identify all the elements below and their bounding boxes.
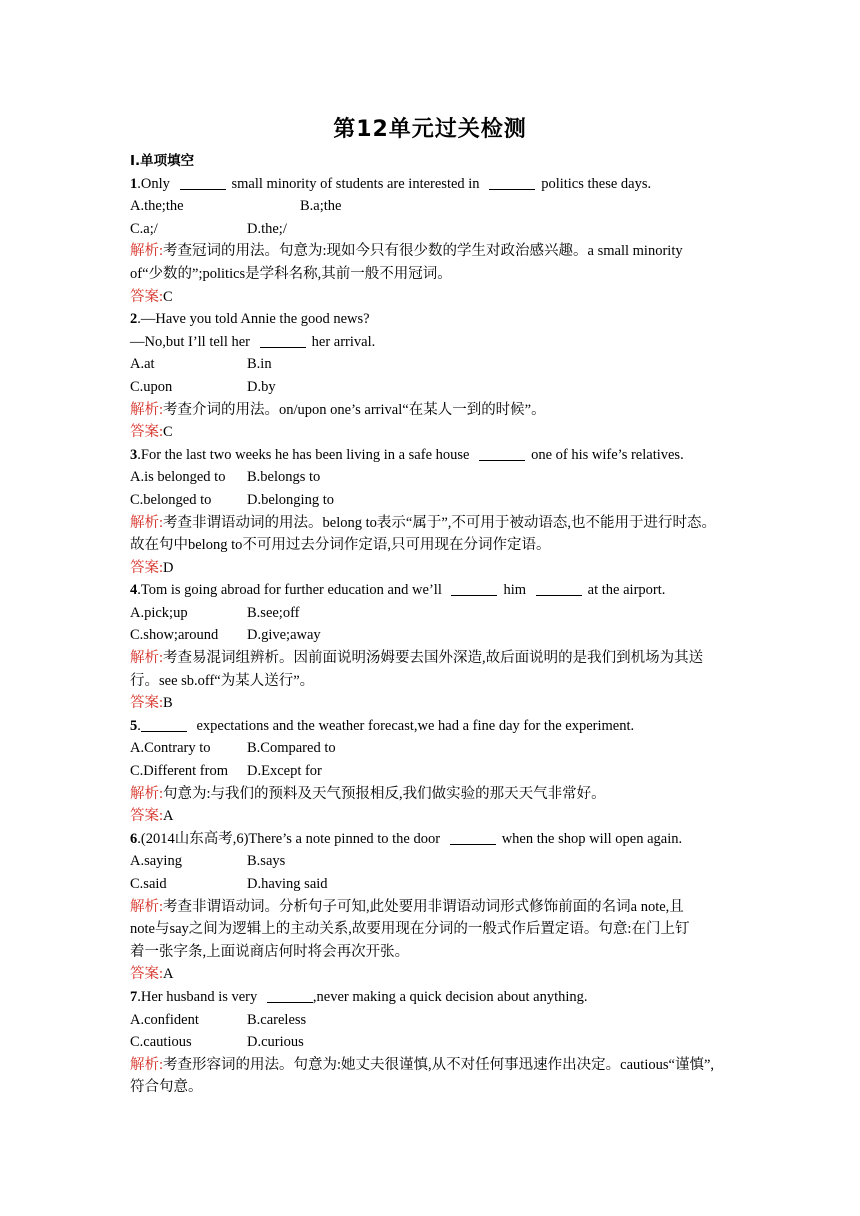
option-a: A.is belonged to (130, 469, 226, 486)
option-a: A.saying (130, 853, 182, 870)
option-c: C.said (130, 876, 167, 892)
answer-label: 答案: (130, 288, 164, 305)
analysis (130, 647, 732, 692)
analysis-label: 解析: (130, 650, 164, 667)
analysis-text: 故在句中belong to不可用过去分词作定语,只可用现在分词作定语。 (130, 537, 551, 554)
analysis-label: 解析: (130, 514, 164, 531)
option-row (130, 602, 732, 625)
answer-blank (260, 333, 306, 348)
question-3 (130, 444, 732, 580)
analysis-text: 考查非谓语动词。分析句子可知,此处要用非谓语动词形式修饰前面的名词a note,且 (163, 898, 684, 915)
stem-text: small minority of students are interested in (231, 175, 480, 192)
stem-text: .Tom is going abroad for further education and we’ll (137, 582, 442, 599)
stem-text: politics these days. (541, 175, 652, 192)
answer-blank (489, 175, 535, 190)
answer-blank (451, 581, 497, 596)
option-c: C.show;around (130, 627, 219, 644)
option-row (130, 760, 732, 783)
option-d: D.the;/ (247, 220, 287, 237)
analysis-text: note与say之间为逻辑上的主动关系,故要用现在分词的一般式作后置定语。句意:在门上钉 (130, 921, 690, 938)
option-b: B.Compared to (247, 740, 336, 757)
analysis (130, 783, 732, 806)
stem-text: when the shop will open again. (501, 830, 683, 847)
option-d: D.by (247, 378, 276, 395)
answer-value: B (163, 695, 173, 712)
stem-text: .Her husband is very (137, 988, 258, 1005)
option-c: C.cautious (130, 1034, 192, 1051)
question-number: 4 (130, 582, 138, 599)
stem-text: ,never making a quick decision about anything. (312, 988, 588, 1005)
option-c: C.upon (130, 378, 173, 395)
answer-blank (536, 581, 582, 596)
stem-text: —No,but I’ll tell her (130, 333, 251, 350)
analysis (130, 399, 732, 422)
stem-text: .For the last two weeks he has been living in a safe house (137, 446, 470, 463)
analysis (130, 240, 732, 285)
answer (130, 692, 732, 715)
analysis-text: 考查非谓语动词的用法。belong to表示“属于”,不可用于被动语态,也不能用于进行时态。 (163, 514, 717, 531)
option-d: D.belonging to (247, 491, 334, 508)
analysis-text: 句意为:与我们的预料及天气预报相反,我们做实验的那天天气非常好。 (163, 785, 606, 802)
analysis (130, 1054, 732, 1099)
question-stem (130, 579, 732, 602)
analysis-text: 行。see sb.off“为某人送行”。 (130, 672, 315, 689)
exercise-content (130, 150, 732, 1099)
answer-label: 答案: (130, 424, 164, 441)
option-row (130, 1009, 732, 1032)
answer-blank (267, 988, 313, 1003)
stem-text: expectations and the weather forecast,we had a fine day for the experiment. (196, 717, 635, 734)
option-row (130, 489, 732, 512)
option-b: B.belongs to (247, 469, 321, 486)
option-row (130, 737, 732, 760)
option-d: D.give;away (247, 627, 321, 644)
option-row (130, 353, 732, 376)
option-b: B.see;off (247, 604, 300, 621)
option-row (130, 850, 732, 873)
stem-text: .Only (137, 175, 170, 192)
option-a: A.confident (130, 1011, 199, 1028)
option-a: A.the;the (130, 198, 184, 215)
analysis-text: 着一张字条,上面说商店何时将会再次开张。 (130, 943, 410, 960)
answer-label: 答案: (130, 966, 164, 983)
question-stem (130, 715, 732, 738)
option-c: C.belonged to (130, 491, 212, 508)
question-stem (130, 308, 732, 331)
answer (130, 421, 732, 444)
question-stem (130, 986, 732, 1009)
page-title: 第12单元过关检测 (333, 117, 527, 142)
answer-value: D (163, 559, 174, 576)
analysis-label: 解析: (130, 401, 164, 418)
option-row (130, 466, 732, 489)
option-a: A.pick;up (130, 604, 188, 621)
question-stem (130, 444, 732, 467)
answer-blank (141, 717, 187, 732)
analysis-label: 解析: (130, 1056, 164, 1073)
option-row (130, 218, 732, 241)
answer-label: 答案: (130, 695, 164, 712)
answer-value: A (163, 808, 174, 825)
stem-text: her arrival. (311, 333, 376, 350)
option-row (130, 1031, 732, 1054)
analysis-text: 符合句意。 (130, 1079, 203, 1096)
answer (130, 963, 732, 986)
answer-label: 答案: (130, 559, 164, 576)
stem-text: . (137, 717, 141, 734)
analysis (130, 896, 732, 964)
answer-blank (479, 446, 525, 461)
option-d: D.Except for (247, 763, 322, 780)
option-row (130, 376, 732, 399)
stem-text: one of his wife’s relatives. (531, 446, 684, 463)
option-row (130, 624, 732, 647)
option-b: B.a;the (300, 198, 342, 215)
answer-label: 答案: (130, 808, 164, 825)
question-number: 5 (130, 717, 138, 734)
analysis-text: 考查介词的用法。on/upon one’s arrival“在某人一到的时候”。 (163, 401, 546, 418)
question-number: 3 (130, 446, 138, 463)
question-number: 6 (130, 830, 138, 847)
question-stem (130, 828, 732, 851)
question-2 (130, 308, 732, 444)
option-d: D.having said (247, 876, 328, 892)
option-b: B.says (247, 853, 286, 870)
option-a: A.at (130, 356, 155, 373)
analysis-text: 考查易混词组辨析。因前面说明汤姆要去国外深造,故后面说明的是我们到机场为其送 (163, 650, 704, 667)
answer-value: A (163, 966, 174, 983)
question-number: 7 (130, 988, 138, 1005)
option-row (130, 195, 732, 218)
stem-text: .(2014山东高考,6)There’s a note pinned to the door (137, 830, 441, 847)
question-6 (130, 828, 732, 986)
option-b: B.careless (247, 1011, 307, 1028)
question-7 (130, 986, 732, 1099)
stem-text: at the airport. (587, 582, 666, 599)
option-c: C.a;/ (130, 220, 158, 237)
question-4 (130, 579, 732, 715)
question-stem (130, 173, 732, 196)
answer-blank (450, 830, 496, 845)
option-b: B.in (247, 356, 272, 373)
stem-text: .—Have you told Annie the good news? (137, 311, 370, 328)
option-row (130, 873, 732, 896)
option-a: A.Contrary to (130, 740, 211, 757)
question-number: 2 (130, 311, 138, 328)
analysis-text: 考查形容词的用法。句意为:她丈夫很谨慎,从不对任何事迅速作出决定。cautious“谨慎”, (163, 1056, 714, 1073)
analysis-label: 解析: (130, 785, 164, 802)
option-c: C.Different from (130, 763, 228, 780)
answer-value: C (163, 288, 173, 305)
answer (130, 286, 732, 309)
analysis-label: 解析: (130, 898, 164, 915)
question-5 (130, 715, 732, 828)
question-1 (130, 173, 732, 309)
answer (130, 557, 732, 580)
analysis-label: 解析: (130, 243, 164, 260)
analysis (130, 512, 732, 557)
answer-value: C (163, 424, 173, 441)
analysis-text: 考查冠词的用法。句意为:现如今只有很少数的学生对政治感兴趣。a small minority (163, 243, 683, 260)
option-d: D.curious (247, 1034, 304, 1051)
answer-blank (180, 175, 226, 190)
question-number: 1 (130, 175, 138, 192)
answer (130, 805, 732, 828)
question-stem-line2 (130, 331, 732, 354)
analysis-text: of“少数的”;politics是学科名称,其前一般不用冠词。 (130, 265, 452, 282)
stem-text: him (503, 582, 527, 599)
section-heading: Ⅰ.单项填空 (130, 153, 195, 169)
